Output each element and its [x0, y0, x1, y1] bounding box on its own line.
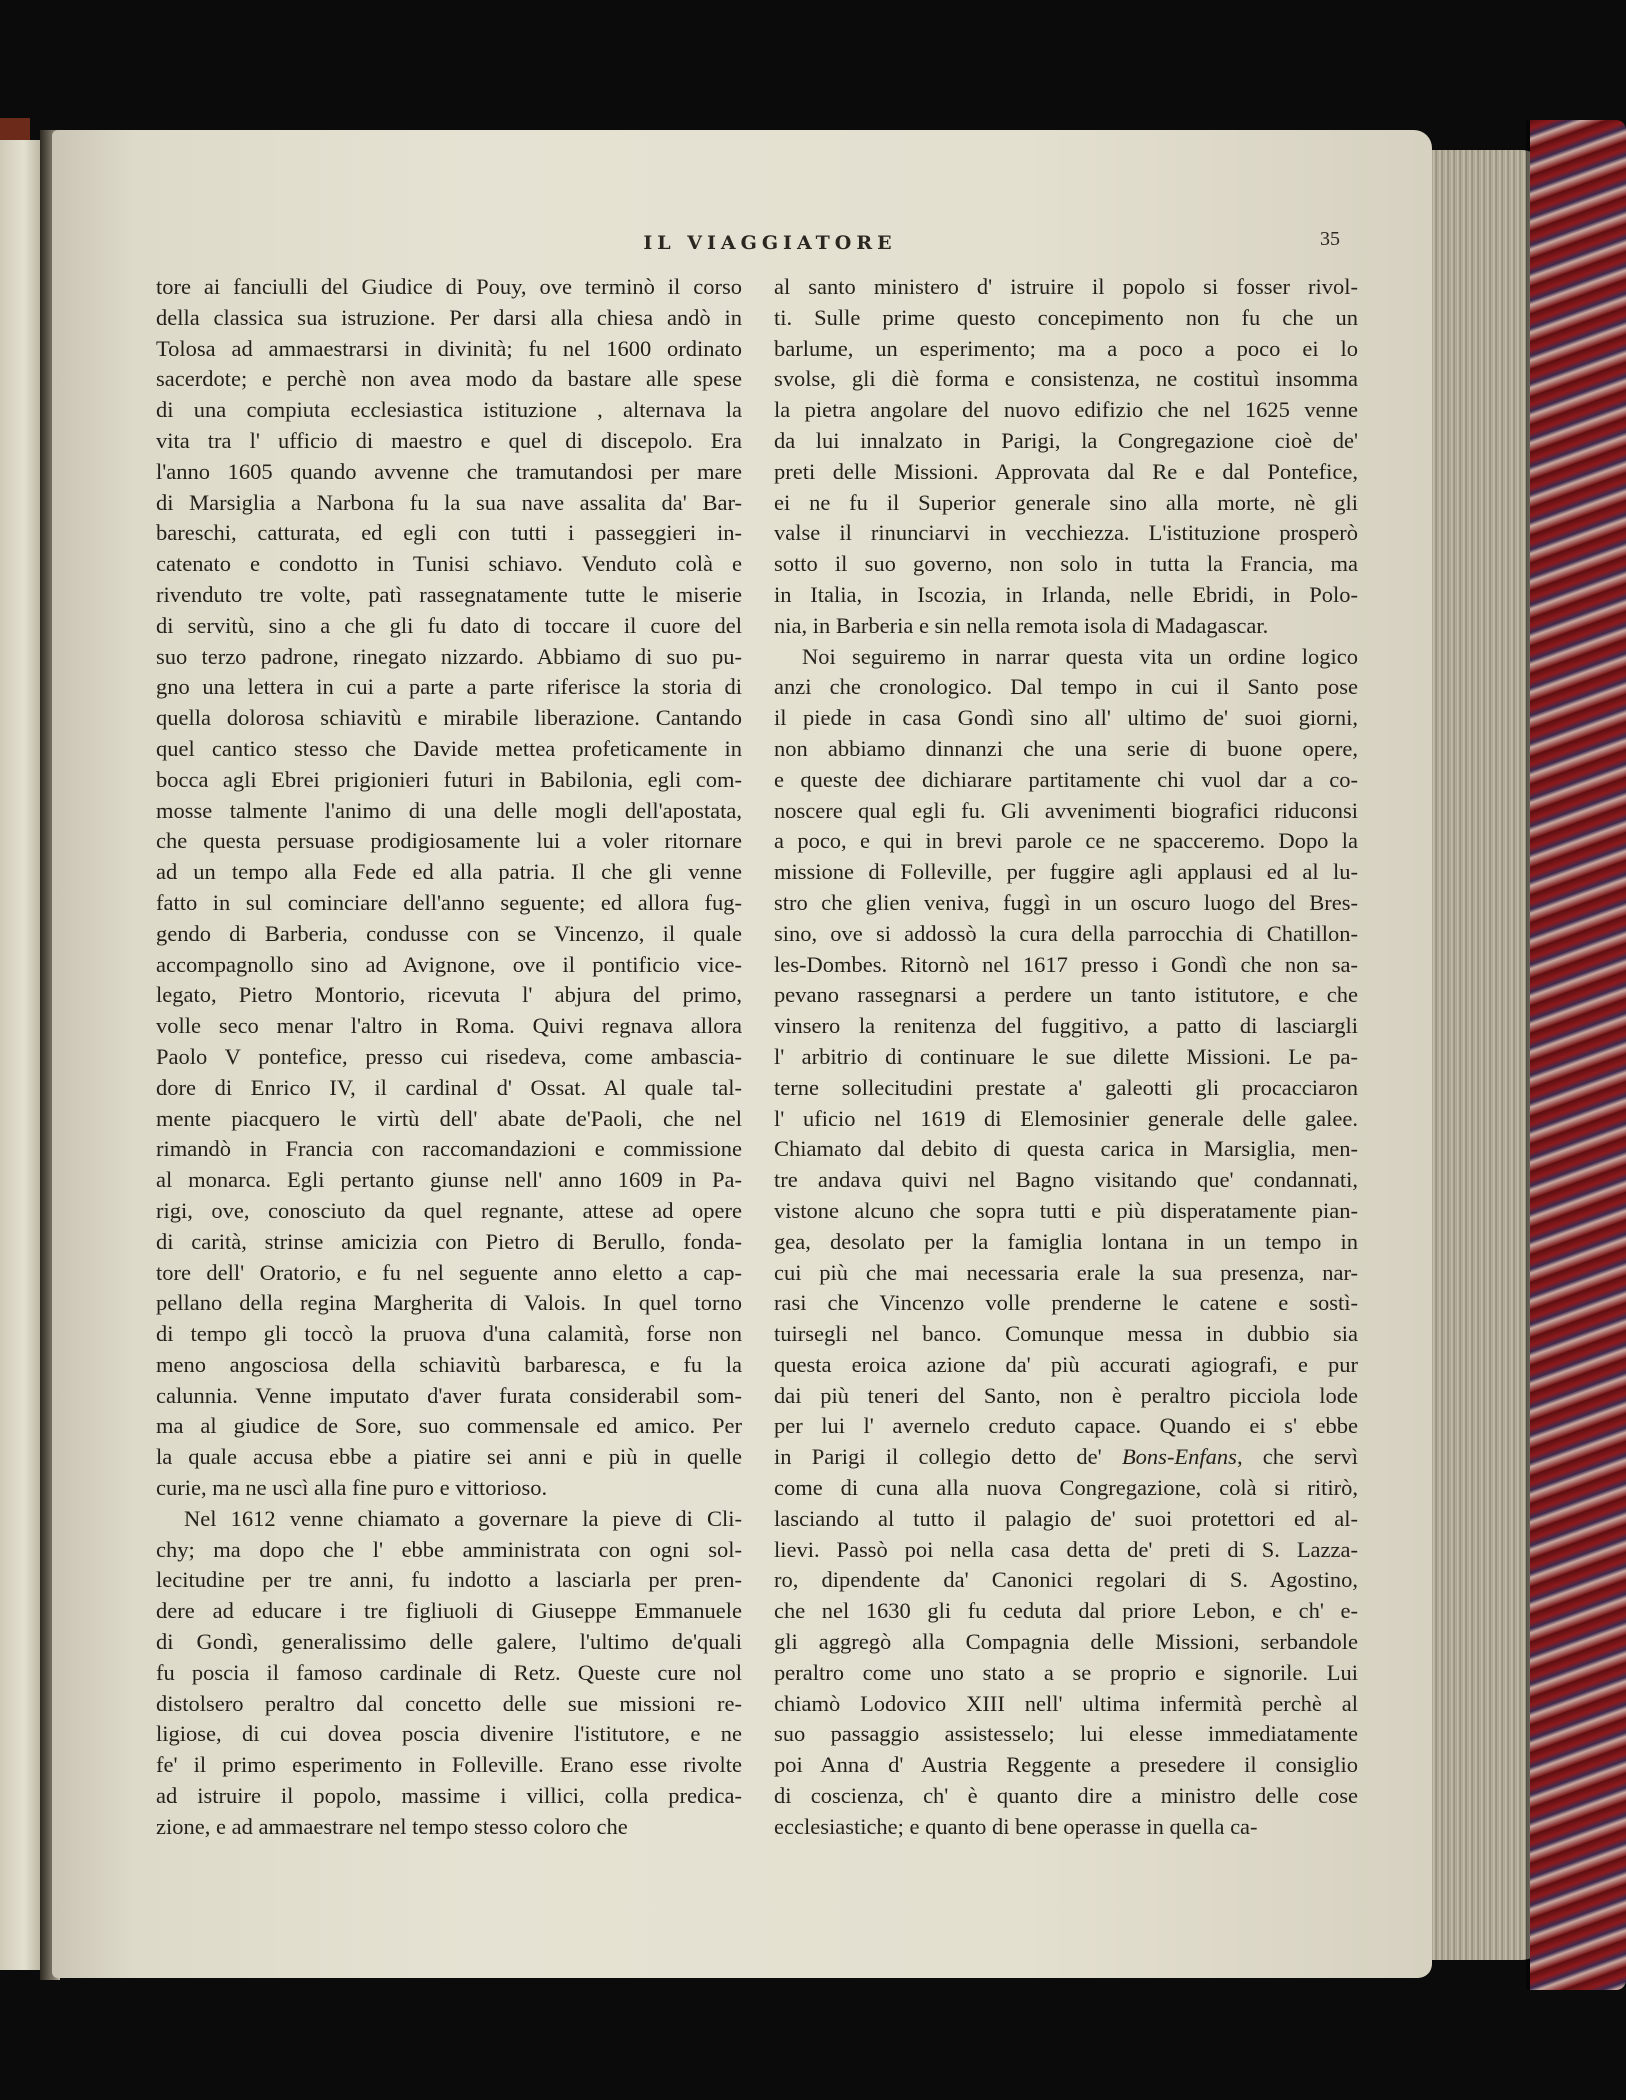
- text-line: mente piacquero le virtù dell' abate de'Paoli, che nel: [156, 1105, 742, 1131]
- text-line: vinsero la renitenza del fuggitivo, a patto di lasciargli: [774, 1013, 1358, 1039]
- text-line: calunnia. Venne imputato d'aver furata considerabil som-: [156, 1382, 742, 1408]
- text-line: l' uficio nel 1619 di Elemosinier generale delle galee.: [774, 1105, 1358, 1131]
- text-line: l'anno 1605 quando avvenne che tramutandosi per mare: [156, 458, 742, 484]
- text-line: valse il rinunciarvi in vecchiezza. L'istituzione prosperò: [774, 520, 1358, 546]
- text-line: curie, ma ne uscì alla fine puro e vittorioso.: [156, 1475, 548, 1501]
- text-line: suo terzo padrone, rinegato nizzardo. Abbiamo di suo pu-: [156, 643, 742, 669]
- text-line: ligiose, di cui dovea poscia divenire l'istitutore, e ne: [156, 1721, 742, 1747]
- text-line: Tolosa ad ammaestrarsi in divinità; fu nel 1600 ordinato: [156, 335, 742, 361]
- text-line: rigi, ove, conosciuto da quel regnante, attese ad opere: [156, 1197, 742, 1223]
- text-line: catenato e condotto in Tunisi schiavo. Venduto colà e: [156, 551, 742, 577]
- text-line: missione di Folleville, per fuggire agli applausi ed al lu-: [774, 859, 1358, 885]
- text-line: gendo di Barberia, condusse con se Vincenzo, il quale: [156, 920, 742, 946]
- text-line: sacerdote; e perchè non avea modo da bastare alle spese: [156, 366, 742, 392]
- text-line: rivenduto tre volte, patì rassegnatamente tutte le miserie: [156, 581, 742, 607]
- text-line: come di cuna alla nuova Congregazione, colà si ritirò,: [774, 1475, 1358, 1501]
- text-line: accompagnollo sino ad Avignone, ove il pontificio vice-: [156, 951, 742, 977]
- text-line: ecclesiastiche; e quanto di bene operasse in quella ca-: [774, 1813, 1258, 1839]
- text-line: la quale accusa ebbe a piatire sei anni e più in quelle: [156, 1444, 742, 1470]
- text-line: al monarca. Egli pertanto giunse nell' anno 1609 in Pa-: [156, 1167, 742, 1193]
- text-line: Chiamato dal debito di questa carica in Marsiglia, men-: [774, 1136, 1358, 1162]
- text-line: che questa persuase prodigiosamente lui a voler ritornare: [156, 828, 742, 854]
- text-line: tore dell' Oratorio, e fu nel seguente anno eletto a cap-: [156, 1259, 742, 1285]
- text-line: fu poscia il famoso cardinale di Retz. Queste cure nol: [156, 1659, 742, 1685]
- text-line: pevano rassegnarsi a perdere un tanto istitutore, e che: [774, 982, 1358, 1008]
- previous-page-edge: [0, 140, 40, 1970]
- text-line: lievi. Passò poi nella casa detta de' preti di S. Lazza-: [774, 1536, 1358, 1562]
- text-line: di carità, strinse amicizia con Pietro di Berullo, fonda-: [156, 1228, 742, 1254]
- text-line: Paolo V pontefice, presso cui risedeva, come ambascia-: [156, 1043, 742, 1069]
- text-line: ei ne fu il Superior generale sino alla morte, nè gli: [774, 489, 1358, 515]
- text-line: nia, in Barberia e sin nella remota isola di Madagascar.: [774, 612, 1269, 638]
- text-line: Nel 1612 venne chiamato a governare la pieve di Cli-: [184, 1505, 742, 1531]
- text-line: poi Anna d' Austria Reggente a presedere il consiglio: [774, 1752, 1358, 1778]
- text-line: di servitù, sino a che gli fu dato di toccare il cuore del: [156, 612, 742, 638]
- text-line: gea, desolato per la famiglia lontana in un tempo in: [774, 1228, 1358, 1254]
- text-line: tore ai fanciulli del Giudice di Pouy, ove terminò il corso: [156, 274, 742, 299]
- text-line: dere ad educare i tre figliuoli di Giuseppe Emmanuele: [156, 1598, 742, 1624]
- text-line: che nel 1630 gli fu ceduta dal priore Lebon, e ch' e-: [774, 1598, 1358, 1624]
- marbled-cover: [1530, 120, 1626, 1990]
- text-line: zione, e ad ammaestrare nel tempo stesso coloro che: [156, 1813, 628, 1839]
- text-line: tuirsegli nel banco. Comunque messa in dubbio sia: [774, 1321, 1358, 1347]
- text-line: di tempo gli toccò la pruova d'una calamità, forse non: [156, 1321, 742, 1347]
- text-line: di Gondì, generalissimo delle galere, l'ultimo de'quali: [156, 1629, 742, 1655]
- text-line: rasi che Vincenzo volle prenderne le catene e sostì-: [774, 1290, 1358, 1316]
- text-line: della classica sua istruzione. Per darsi alla chiesa andò in: [156, 304, 742, 330]
- text-line: questa eroica azione da' più accurati agiografi, e pur: [774, 1351, 1358, 1377]
- text-line: anzi che cronologico. Dal tempo in cui il Santo pose: [774, 674, 1358, 700]
- text-line: volle seco menar l'altro in Roma. Quivi regnava allora: [156, 1013, 742, 1039]
- text-line: in Italia, in Iscozia, in Irlanda, nelle Ebridi, in Polo-: [774, 581, 1358, 607]
- text-line: al santo ministero d' istruire il popolo si fosser rivol-: [774, 274, 1358, 299]
- text-line: lasciando al tutto il palagio de' suoi protettori ed al-: [774, 1505, 1358, 1531]
- text-line: stro che glien veniva, fuggì in un oscuro luogo del Bres-: [774, 889, 1358, 915]
- text-line: quella dolorosa schiavitù e mirabile liberazione. Cantando: [156, 705, 742, 731]
- text-line: ro, dipendente da' Canonici regolari di S. Agostino,: [774, 1567, 1358, 1593]
- text-line: peraltro come uno stato a se proprio e signorile. Lui: [774, 1659, 1358, 1685]
- text-line: chy; ma dopo che l' ebbe amministrata con ogni sol-: [156, 1536, 742, 1562]
- text-line: la pietra angolare del nuovo edifizio che nel 1625 venne: [774, 397, 1358, 423]
- text-line: l' arbitrio di continuare le sue dilette Missioni. Le pa-: [774, 1043, 1358, 1069]
- text-line: a poco, e qui in brevi parole ce ne spacceremo. Dopo la: [774, 828, 1358, 854]
- text-line: dore di Enrico IV, il cardinal d' Ossat. Al quale tal-: [156, 1074, 742, 1100]
- text-line: terne sollecitudini prestate a' galeotti gli procacciaron: [774, 1074, 1358, 1100]
- text-line: di Marsiglia a Narbona fu la sua nave assalita da' Bar-: [156, 489, 742, 515]
- text-line: pellano della regina Margherita di Valois. In quel torno: [156, 1290, 742, 1316]
- text-line: ad un tempo alla Fede ed alla patria. Il che gli venne: [156, 859, 742, 885]
- text-line: bareschi, catturata, ed egli con tutti i passeggieri in-: [156, 520, 742, 546]
- text-line: noscere qual egli fu. Gli avvenimenti biografici riduconsi: [774, 797, 1358, 823]
- left-text-column: [156, 272, 742, 1843]
- right-text-column: [774, 272, 1358, 1843]
- text-line: sotto il suo governo, non solo in tutta la Francia, ma: [774, 551, 1358, 577]
- text-line: fatto in sul cominciare dell'anno seguente; ed allora fug-: [156, 889, 742, 915]
- text-line: cui più che mai necessaria erale la sua presenza, nar-: [774, 1259, 1358, 1285]
- text-line: ma al giudice de Sore, suo commensale ed amico. Per: [156, 1413, 742, 1439]
- text-line: sino, ove si addossò la cura della parrocchia di Chatillon-: [774, 920, 1358, 946]
- text-line: di una compiuta ecclesiastica istituzione , alternava la: [156, 397, 742, 423]
- text-line: meno angosciosa della schiavitù barbaresca, e fu la: [156, 1351, 742, 1377]
- text-line: ti. Sulle prime questo concepimento non fu che un: [774, 304, 1358, 330]
- text-line: ad istruire il popolo, massime i villici, colla predica-: [156, 1783, 742, 1809]
- text-line: in Parigi il collegio detto de' Bons-Enfans, che servì: [774, 1444, 1358, 1470]
- text-line: dai più teneri del Santo, non è peraltro picciola lode: [774, 1382, 1358, 1408]
- text-line: tre andava quivi nel Bagno visitando que' condannati,: [774, 1167, 1358, 1193]
- text-line: e queste dee dichiarare partitamente chi vuol dar a co-: [774, 766, 1358, 792]
- text-line: di coscienza, ch' è quanto dire a ministro delle cose: [774, 1783, 1358, 1809]
- text-line: gli aggregò alla Compagnia delle Missioni, serbandole: [774, 1629, 1358, 1655]
- text-line: gno una lettera in cui a parte a parte riferisce la storia di: [156, 674, 742, 700]
- text-line: da lui innalzato in Parigi, la Congregazione cioè de': [774, 427, 1358, 453]
- text-line: vistone alcuno che sopra tutti e più disperatamente pian-: [774, 1197, 1358, 1223]
- text-line: barlume, un esperimento; ma a poco a poco ei lo: [774, 335, 1358, 361]
- text-line: fe' il primo esperimento in Folleville. Erano esse rivolte: [156, 1752, 742, 1778]
- text-line: per lui l' avernelo creduto capace. Quando ei s' ebbe: [774, 1413, 1358, 1439]
- text-line: suo passaggio assistesselo; lui elesse immediatamente: [774, 1721, 1358, 1747]
- text-line: mosse talmente l'animo di una delle mogli dell'apostata,: [156, 797, 742, 823]
- text-line: non abbiamo dinnanzi che una serie di buone opere,: [774, 735, 1358, 761]
- text-line: Noi seguiremo in narrar questa vita un ordine logico: [802, 643, 1358, 669]
- running-head: IL VIAGGIATORE: [643, 232, 897, 254]
- text-line: legato, Pietro Montorio, ricevuta l' abjura del primo,: [156, 982, 742, 1008]
- text-line: vita tra l' ufficio di maestro e quel di discepolo. Era: [156, 427, 742, 453]
- text-line: lecitudine per tre anni, fu indotto a lasciarla per pren-: [156, 1567, 742, 1593]
- text-line: quel cantico stesso che Davide mettea profeticamente in: [156, 735, 742, 761]
- text-line: il piede in casa Gondì sino all' ultimo de' suoi giorni,: [774, 705, 1358, 731]
- text-line: chiamò Lodovico XIII nell' ultima infermità perchè al: [774, 1690, 1358, 1716]
- text-line: rimandò in Francia con raccomandazioni e commissione: [156, 1136, 742, 1162]
- page-number: 35: [1320, 228, 1340, 250]
- text-line: bocca agli Ebrei prigionieri futuri in Babilonia, egli com-: [156, 766, 742, 792]
- text-line: preti delle Missioni. Approvata dal Re e dal Pontefice,: [774, 458, 1358, 484]
- text-line: svolse, gli diè forma e consistenza, ne costituì insomma: [774, 366, 1358, 392]
- text-line: les-Dombes. Ritornò nel 1617 presso i Gondì che non sa-: [774, 951, 1358, 977]
- text-line: distolsero peraltro dal concetto delle sue missioni re-: [156, 1690, 742, 1716]
